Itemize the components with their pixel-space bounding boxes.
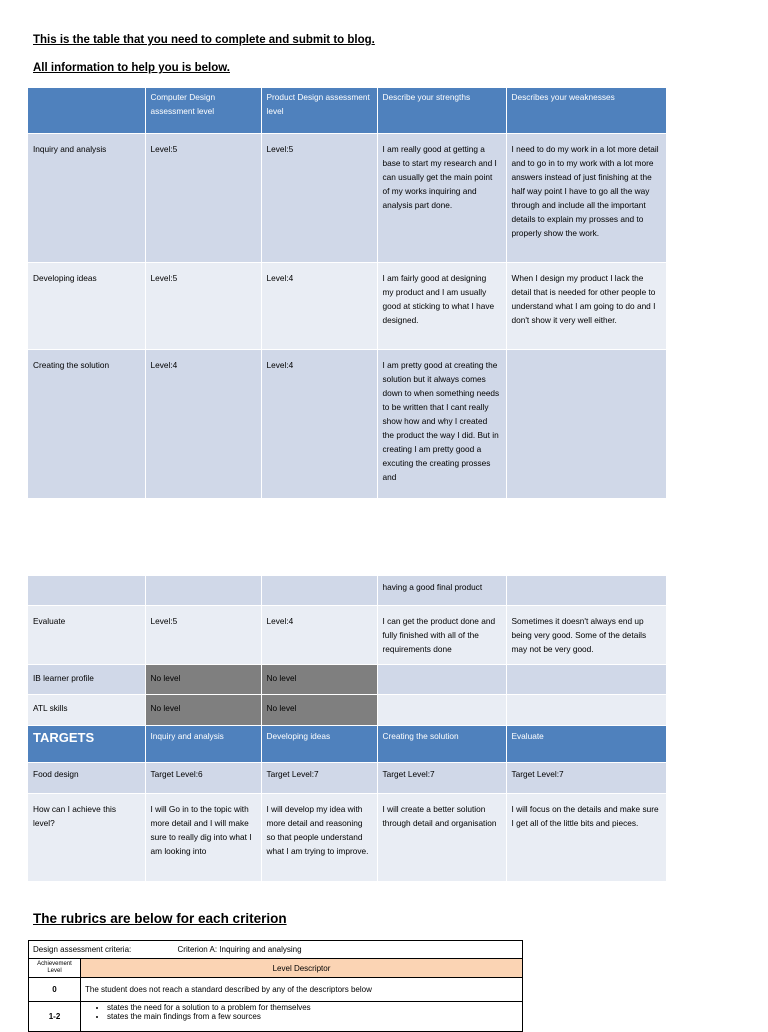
criterion-cell: Food design [28, 762, 145, 793]
rubric-title-row [29, 941, 523, 959]
weaknesses-cell [506, 349, 666, 498]
weaknesses-cell: Sometimes it doesn't always end up being very good. Some of the details may not be very good. [506, 605, 666, 664]
target-cell: Target Level:7 [506, 762, 666, 793]
level-descriptor-header: Level Descriptor [81, 959, 523, 978]
targets-label: TARGETS [28, 725, 145, 762]
table-row [28, 694, 666, 725]
header-cell: Describes your weaknesses [506, 88, 666, 133]
rubric-descriptor: The student does not reach a standard described by any of the descriptors below [81, 978, 523, 1002]
header-cell: Evaluate [506, 725, 666, 762]
target-cell: Target Level:7 [377, 762, 506, 793]
header-cell: Computer Design assessment level [145, 88, 261, 133]
weaknesses-cell: When I design my product I lack the detail that is needed for other people to understand what I am going to do and I don't show it very well either. [506, 262, 666, 349]
target-cell: I will create a better solution through detail and organisation [377, 793, 506, 881]
level-cell: Level:5 [145, 605, 261, 664]
table-row [28, 576, 666, 605]
target-cell: Target Level:7 [261, 762, 377, 793]
target-cell: I will develop my idea with more detail and reasoning so that people understand what I am trying to improve. [261, 793, 377, 881]
self-assessment-table [28, 88, 667, 499]
criterion-cell: IB learner profile [28, 664, 145, 694]
table-row [28, 762, 666, 793]
strengths-cell: I am really good at getting a base to start my research and I can usually get the main point of my works inquiring and analysis part done. [377, 133, 506, 262]
strengths-cell: I can get the product done and fully finished with all of the requirements done [377, 605, 506, 664]
rubric-descriptor [81, 1002, 523, 1032]
header-cell: Describe your strengths [377, 88, 506, 133]
header-cell: Creating the solution [377, 725, 506, 762]
self-assessment-table-continued [28, 576, 667, 882]
criterion-cell: Developing ideas [28, 262, 145, 349]
table-row [28, 262, 666, 349]
strengths-cell [377, 694, 506, 725]
level-cell: No level [145, 694, 261, 725]
criteria-label: Design assessment criteria: [33, 945, 132, 954]
criterion-cell: Creating the solution [28, 349, 145, 498]
table-row [28, 133, 666, 262]
level-cell: Level:4 [145, 349, 261, 498]
criterion-cell: Inquiry and analysis [28, 133, 145, 262]
level-cell: Level:5 [261, 133, 377, 262]
strengths-cell [377, 664, 506, 694]
strengths-cell: I am pretty good at creating the solution but it always comes down to when something needs to be written that I cant really show how and why I created the product the way I did. But in creating I am pretty good a excuting the creating prosses and [377, 349, 506, 498]
level-cell: Level:5 [145, 262, 261, 349]
weaknesses-cell: I need to do my work in a lot more detail and to go in to my work with a lot more answers instead of just finishing at the half way point I have to go all the way through and include all the important details to explain my prosses and to properly show the work. [506, 133, 666, 262]
header-cell: Inquiry and analysis [145, 725, 261, 762]
rubric-bullet: • states the need for a solution to a problem for themselves [107, 1003, 518, 1012]
intro-heading: This is the table that you need to complete and submit to blog. [33, 34, 375, 46]
level-cell: No level [261, 694, 377, 725]
target-cell: Target Level:6 [145, 762, 261, 793]
target-cell: I will Go in to the topic with more detail and I will make sure to really dig into what I am looking into [145, 793, 261, 881]
target-cell: I will focus on the details and make sure I get all of the little bits and pieces. [506, 793, 666, 881]
weaknesses-cell [506, 576, 666, 605]
criterion-cell: Evaluate [28, 605, 145, 664]
strengths-cell: having a good final product [377, 576, 506, 605]
rubric-level: 1-2 [29, 1002, 81, 1032]
header-cell [28, 88, 145, 133]
level-cell: Level:4 [261, 605, 377, 664]
table-row [28, 349, 666, 498]
info-heading: All information to help you is below. [33, 62, 230, 74]
rubric-table [28, 940, 523, 1032]
level-cell: Level:4 [261, 349, 377, 498]
rubric-row [29, 978, 523, 1002]
achievement-level-header: Achievement Level [29, 959, 81, 978]
level-cell: Level:4 [261, 262, 377, 349]
rubric-title-cell [29, 941, 523, 959]
weaknesses-cell [506, 694, 666, 725]
strengths-cell: I am fairly good at designing my product and I am usually good at sticking to what I have designed. [377, 262, 506, 349]
table-row [28, 605, 666, 664]
table-header-row [28, 88, 666, 133]
level-cell [145, 576, 261, 605]
criterion-name: Criterion A: Inquiring and analysing [177, 945, 302, 954]
targets-header-row [28, 725, 666, 762]
header-cell: Product Design assessment level [261, 88, 377, 133]
rubric-bullet: • states the main findings from a few sources [107, 1012, 518, 1021]
header-cell: Developing ideas [261, 725, 377, 762]
weaknesses-cell [506, 664, 666, 694]
level-cell: Level:5 [145, 133, 261, 262]
criterion-cell: ATL skills [28, 694, 145, 725]
rubric-level: 0 [29, 978, 81, 1002]
criterion-cell [28, 576, 145, 605]
rubric-header-row [29, 959, 523, 978]
level-cell: No level [145, 664, 261, 694]
level-cell [261, 576, 377, 605]
rubrics-heading: The rubrics are below for each criterion [33, 911, 287, 926]
table-row [28, 664, 666, 694]
criterion-cell: How can I achieve this level? [28, 793, 145, 881]
level-cell: No level [261, 664, 377, 694]
table-row [28, 793, 666, 881]
rubric-row [29, 1002, 523, 1032]
